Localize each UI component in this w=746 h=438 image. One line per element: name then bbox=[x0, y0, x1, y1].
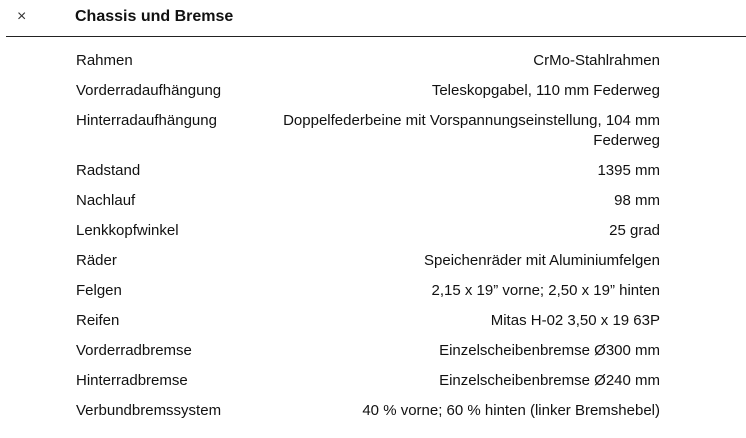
spec-label: Lenkkopfwinkel bbox=[76, 222, 179, 239]
spec-row-reifen bbox=[76, 311, 660, 331]
spec-row-rahmen bbox=[76, 51, 660, 71]
spec-label: Radstand bbox=[76, 162, 141, 179]
spec-row-radstand bbox=[76, 161, 660, 181]
spec-value: Einzelscheibenbremse Ø300 mm bbox=[439, 342, 660, 359]
spec-value: CrMo-Stahlrahmen bbox=[533, 52, 660, 69]
spec-value: Teleskopgabel, 110 mm Federweg bbox=[431, 82, 660, 99]
spec-label: Nachlauf bbox=[76, 192, 136, 209]
spec-table bbox=[76, 51, 660, 431]
spec-label: Hinterradaufhängung bbox=[76, 112, 217, 129]
spec-value: 1395 mm bbox=[597, 162, 660, 179]
panel-title: Chassis und Bremse bbox=[75, 8, 234, 25]
spec-label: Räder bbox=[76, 252, 117, 269]
spec-row-raeder bbox=[76, 251, 660, 271]
close-icon[interactable]: × bbox=[17, 8, 27, 25]
spec-row-nachlauf bbox=[76, 191, 660, 211]
spec-value: 2,15 x 19” vorne; 2,50 x 19” hinten bbox=[431, 282, 660, 299]
spec-value: Doppelfederbeine mit Vorspannungseinstellung, 104 mm Federweg bbox=[283, 112, 660, 149]
spec-value: Speichenräder mit Aluminiumfelgen bbox=[424, 252, 660, 269]
spec-label: Felgen bbox=[76, 282, 122, 299]
spec-label: Vorderradaufhängung bbox=[76, 82, 222, 99]
spec-value: Mitas H-02 3,50 x 19 63P bbox=[490, 312, 660, 329]
spec-value: Einzelscheibenbremse Ø240 mm bbox=[439, 372, 660, 389]
spec-label: Reifen bbox=[76, 312, 120, 329]
spec-row-hinterradbremse bbox=[76, 371, 660, 391]
spec-row-lenkkopfwinkel bbox=[76, 221, 660, 241]
spec-label: Rahmen bbox=[76, 52, 133, 69]
spec-label: Verbundbremssystem bbox=[76, 402, 222, 419]
spec-value: 25 grad bbox=[609, 222, 660, 239]
spec-row-vorderradbremse bbox=[76, 341, 660, 361]
spec-label: Hinterradbremse bbox=[76, 372, 188, 389]
spec-row-vorderradaufhaengung bbox=[76, 81, 660, 101]
spec-value: 98 mm bbox=[614, 192, 660, 209]
spec-row-felgen bbox=[76, 281, 660, 301]
spec-label: Vorderradbremse bbox=[76, 342, 192, 359]
spec-row-hinterradaufhaengung bbox=[76, 111, 660, 151]
spec-value: 40 % vorne; 60 % hinten (linker Bremshebel) bbox=[362, 402, 660, 419]
spec-row-verbundbremssystem bbox=[76, 401, 660, 421]
panel-header bbox=[6, 0, 746, 37]
